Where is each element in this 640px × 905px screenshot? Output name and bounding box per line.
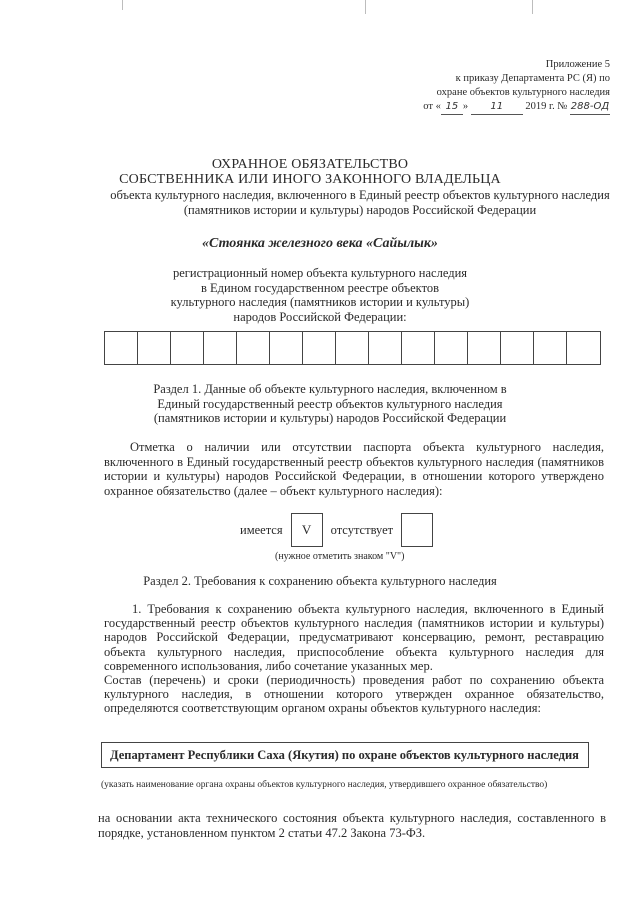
registration-cell[interactable] [534,332,567,364]
has-label: имеется [240,522,283,537]
has-checkbox[interactable]: V [291,513,323,547]
requirements-text [104,602,604,716]
appendix-header [390,58,610,115]
requirements-paragraph [104,602,604,673]
date-mid: » [462,101,469,112]
registration-cell[interactable] [435,332,468,364]
document-title [100,157,520,187]
object-name: «Стоянка железного века «Сайылык» [202,236,438,251]
registration-cell[interactable] [237,332,270,364]
passport-text: Отметка о наличии или отсутствии паспорта объекта культурного наследия, включенного в Единый государственный реестр объектов культурного наследия (памятников истории и культуры) народов Российской Федерации, в отношении которого утверждено охранное обязательство (далее – объект культурного наследия): [104,440,604,498]
handwritten-month: 11 [471,100,523,115]
date-prefix: от « [423,101,441,112]
requirements-paragraph: Состав (перечень) и сроки (периодичность) проведения работ по сохранению объекта культурного наследия, в отношении которого утвержден охранное обязательство, определяются соответствующим органом охраны объектов культурного наследия: [104,673,604,716]
basis-paragraph: на основании акта технического состояния объекта культурного наследия, составленного в порядке, установленном пунктом 2 статьи 47.2 Закона 73-ФЗ. [98,811,606,840]
registration-cell[interactable] [138,332,171,364]
registration-text: регистрационный номер объекта культурного наследия в Едином государственном реестре объектов культурного наследия (памятников истории и культуры) народов Российской Федерации: [170,266,470,324]
mark-note: (нужное отметить знаком "V") [275,551,405,562]
registration-cell[interactable] [468,332,501,364]
section2-heading: Раздел 2. Требования к сохранению объекта культурного наследия [143,574,497,588]
registration-number-grid[interactable] [104,331,601,365]
registration-cell[interactable] [402,332,435,364]
absent-label: отсутствует [330,522,394,537]
registration-cell[interactable] [105,332,138,364]
requirements-para1: 1. Требования к сохранению объекта культурного наследия, включенного в Единый государственный реестр объектов культурного наследия (памятников истории и культуры) народов Российской Федерации, предусматривают консервацию, ремонт, реставрацию объекта культурного наследия, приспособление объекта культурного наследия для современного использования, либо сочетание указанных мер. [104,602,604,673]
scan-artifact [365,0,366,14]
scan-artifact [532,0,533,14]
registration-cell[interactable] [369,332,402,364]
authority-name-field[interactable]: Департамент Республики Саха (Якутия) по охране объектов культурного наследия [101,742,589,768]
title-line: СОБСТВЕННИКА ИЛИ ИНОГО ЗАКОННОГО ВЛАДЕЛЬЦА [119,172,501,187]
appendix-date [390,100,610,115]
passport-paragraph [104,440,604,498]
appendix-line: охране объектов культурного наследия [436,87,610,98]
title-line: ОХРАННОЕ ОБЯЗАТЕЛЬСТВО [211,157,409,172]
handwritten-day: 15 [441,100,463,115]
registration-cell[interactable] [501,332,534,364]
appendix-line: Приложение 5 [545,59,610,70]
passport-mark-row [240,513,441,547]
registration-cell[interactable] [204,332,237,364]
registration-cell[interactable] [303,332,336,364]
handwritten-number: 288-ОД [570,100,610,115]
scan-artifact [122,0,123,10]
section1-heading: Раздел 1. Данные об объекте культурного наследия, включенном в Единый государственный реестр объектов культурного наследия (памятников истории и культуры) народов Российской Федерации [153,382,507,425]
appendix-line: к приказу Департамента РС (Я) по [455,73,610,84]
registration-cell[interactable] [567,332,600,364]
absent-checkbox[interactable] [401,513,433,547]
year-text: 2019 г. № [525,101,568,112]
registration-cell[interactable] [336,332,369,364]
document-subtitle: объекта культурного наследия, включенного в Единый реестр объектов культурного наследия (памятников истории и культуры) народов Российской Федерации [110,188,610,217]
authority-note: (указать наименование органа охраны объектов культурного наследия, утвердившего охранное обязательство) [101,780,548,790]
registration-cell[interactable] [270,332,303,364]
registration-cell[interactable] [171,332,204,364]
